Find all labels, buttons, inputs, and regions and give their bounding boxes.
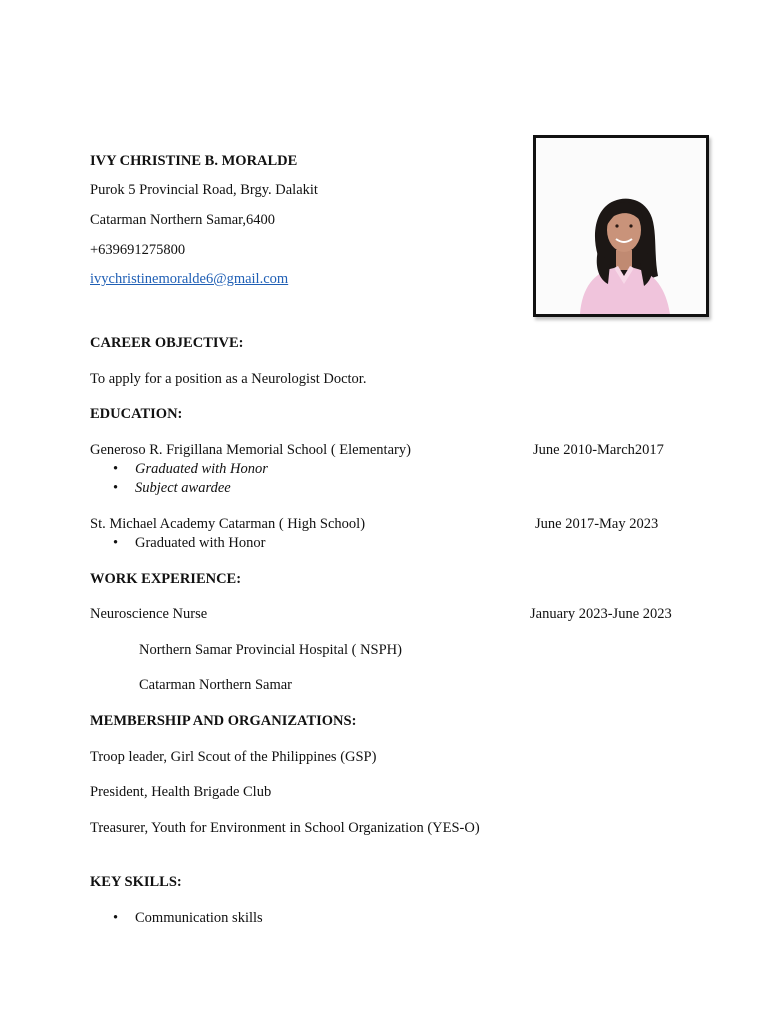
phone-number: +639691275800: [90, 242, 186, 258]
work-experience-heading: WORK EXPERIENCE:: [90, 571, 242, 587]
profile-photo: [533, 135, 709, 317]
work-place: Northern Samar Provincial Hospital ( NSPH): [139, 642, 402, 658]
bullet-icon: •: [113, 461, 119, 477]
membership-item: Troop leader, Girl Scout of the Philippines (GSP): [90, 749, 377, 765]
education-date-1: June 2010-March2017: [533, 442, 664, 458]
key-skills-heading: KEY SKILLS:: [90, 874, 182, 890]
membership-item: Treasurer, Youth for Environment in School Organization (YES-O): [90, 820, 480, 836]
skill-item: Communication skills: [135, 910, 263, 926]
bullet-icon: •: [113, 480, 119, 496]
person-photo-icon: [536, 138, 706, 314]
education-note: Graduated with Honor: [135, 461, 268, 477]
career-objective-text: To apply for a position as a Neurologist Doctor.: [90, 371, 367, 387]
work-date: January 2023-June 2023: [530, 606, 672, 622]
career-objective-heading: CAREER OBJECTIVE:: [90, 335, 244, 351]
bullet-icon: •: [113, 910, 119, 926]
membership-item: President, Health Brigade Club: [90, 784, 272, 800]
education-school-1: Generoso R. Frigillana Memorial School ( Elementary): [90, 442, 411, 458]
education-note: Graduated with Honor: [135, 535, 266, 551]
bullet-icon: •: [113, 535, 119, 551]
address-line-1: Purok 5 Provincial Road, Brgy. Dalakit: [90, 182, 318, 198]
work-title: Neuroscience Nurse: [90, 606, 208, 622]
education-school-2: St. Michael Academy Catarman ( High School): [90, 516, 366, 532]
work-location: Catarman Northern Samar: [139, 677, 293, 693]
education-date-2: June 2017-May 2023: [535, 516, 659, 532]
membership-heading: MEMBERSHIP AND ORGANIZATIONS:: [90, 713, 357, 729]
education-note: Subject awardee: [135, 480, 231, 496]
email-link[interactable]: ivychristinemoralde6@gmail.com: [90, 271, 289, 287]
address-line-2: Catarman Northern Samar,6400: [90, 212, 276, 228]
resume-name: IVY CHRISTINE B. MORALDE: [90, 153, 298, 169]
education-heading: EDUCATION:: [90, 406, 183, 422]
